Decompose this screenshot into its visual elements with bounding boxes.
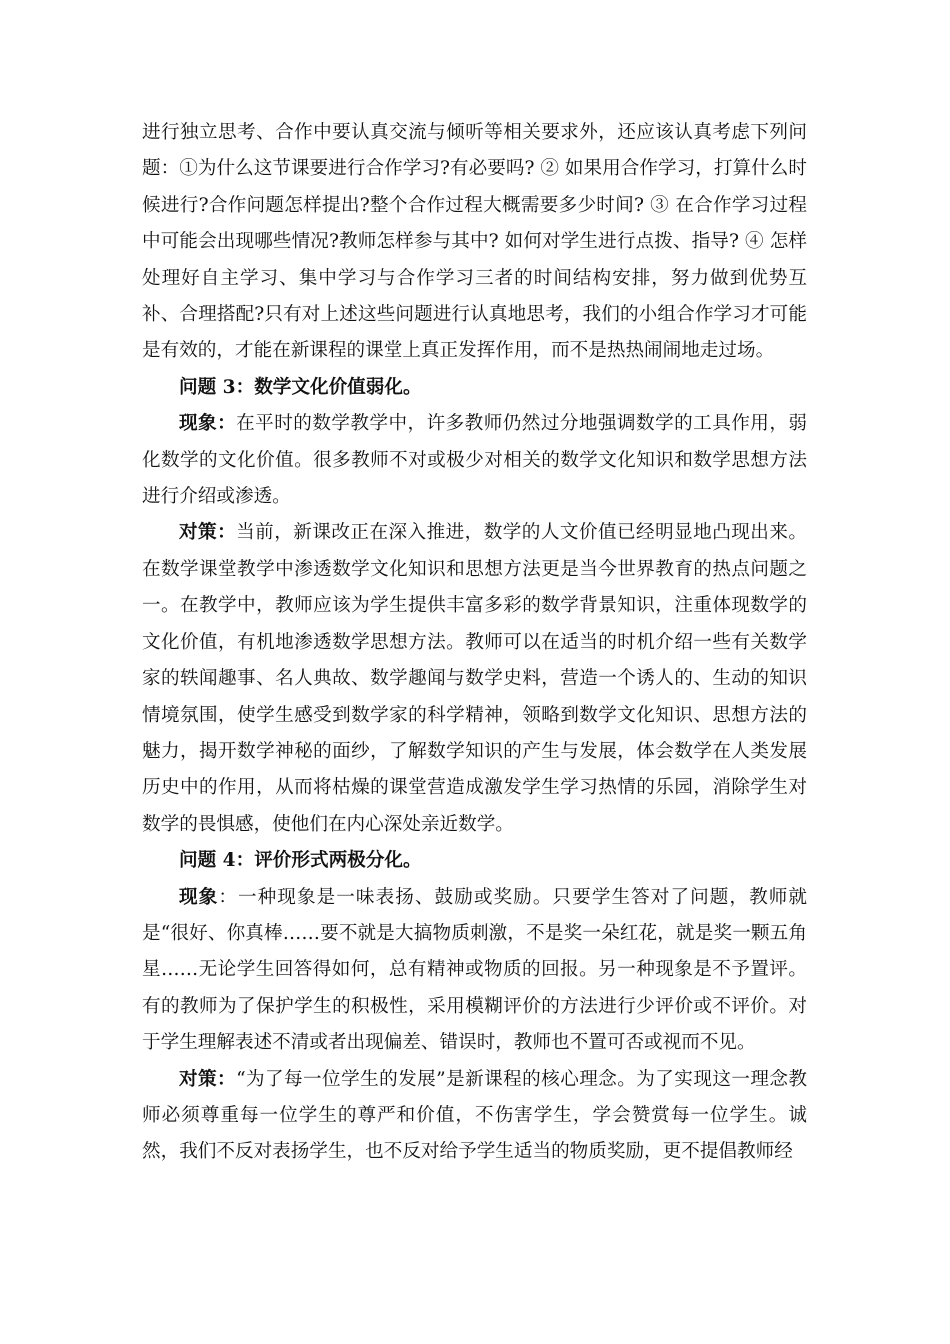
- paragraph-cooperative-learning: 进行独立思考、合作中要认真交流与倾听等相关要求外，还应该认真考虑下列问题：①为什么这节课要进行合作学习?有必要吗? ② 如果用合作学习，打算什么时候进行?合作问题怎样提出?整个合作过程大概需要多少时间? ③ 在合作学习过程中可能会出现哪些情况?教师怎样参与其中? 如何对学生进行点拨、指导? ④ 怎样处理好自主学习、集中学习与合作学习三者的时间结构安排，努力做到优势互补、合理搭配?只有对上述这些问题进行认真地思考，我们的小组合作学习才可能是有效的，才能在新课程的课堂上真正发挥作用，而不是热热闹闹地走过场。: [142, 122, 807, 362]
- strategy-text: 当前，新课改正在深入推进，数学的人文价值已经明显地凸现出来。在数学课堂教学中渗透数学文化知识和思想方法更是当今世界教育的热点问题之一。在教学中，教师应该为学生提供丰富多彩的数学背景知识，注重体现数学的文化价值，有机地渗透数学思想方法。教师可以在适当的时机介绍一些有关数学家的轶闻趣事、名人典故、数学趣闻与数学史料，营造一个诱人的、生动的知识情境氛围，使学生感受到数学家的科学精神，领略到数学文化知识、思想方法的魅力，揭开数学神秘的面纱，了解数学知识的产生与发展，体会数学在人类发展历史中的作用，从而将枯燥的课堂营造成激发学生学习热情的乐园，消除学生对数学的畏惧感，使他们在内心深处亲近数学。: [142, 522, 807, 835]
- paragraph-strategy-4: [142, 1062, 807, 1171]
- strategy-text: “为了每一位学生的发展”是新课程的核心理念。为了实现这一理念教师必须尊重每一位学生的尊严和价值，不伤害学生，学会赞赏每一位学生。诚然，我们不反对表扬学生，也不反对给予学生适当的物质奖励，更不提倡教师经: [142, 1068, 807, 1163]
- strategy-label: 对策：: [179, 1068, 237, 1090]
- phenomenon-label: 现象：: [179, 413, 237, 435]
- paragraph-strategy-3: [142, 515, 807, 843]
- paragraph-phenomenon-3: [142, 406, 807, 515]
- document-body: [142, 115, 807, 1171]
- heading-problem-3: 问题 3：数学文化价值弱化。: [179, 376, 422, 398]
- phenomenon-label: 现象: [179, 886, 219, 908]
- paragraph-phenomenon-4: [142, 880, 807, 1062]
- phenomenon-text: 在平时的数学教学中，许多教师仍然过分地强调数学的工具作用，弱化数学的文化价值。很多教师不对或极少对相关的数学文化知识和数学思想方法进行介绍或渗透。: [142, 413, 807, 508]
- strategy-label: 对策：: [179, 522, 237, 544]
- heading-problem-4: 问题 4：评价形式两极分化。: [179, 850, 422, 872]
- phenomenon-text: ：一种现象是一味表扬、鼓励或奖励。只要学生答对了问题，教师就是“很好、你真棒……要不就是大搞物质刺激，不是奖一朵红花，就是奖一颗五角星……无论学生回答得如何，总有精神或物质的回报。另一种现象是不予置评。有的教师为了保护学生的积极性，采用模糊评价的方法进行少评价或不评价。对于学生理解表述不清或者出现偏差、错误时，教师也不置可否或视而不见。: [142, 886, 807, 1054]
